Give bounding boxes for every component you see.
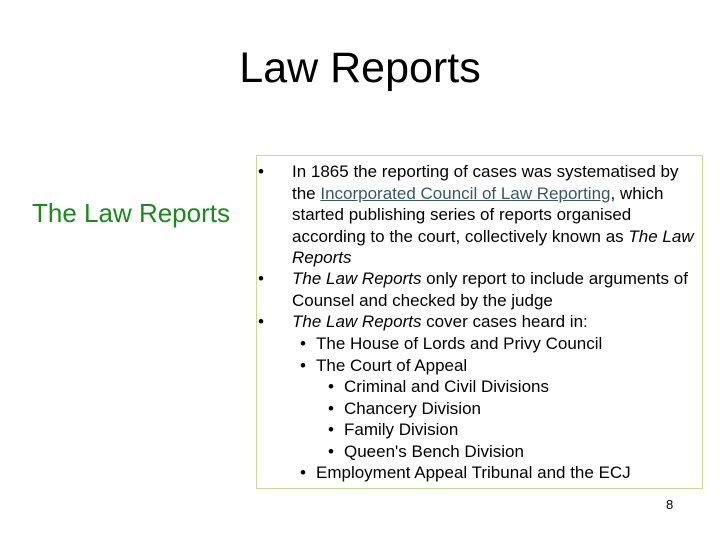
sub-item-text: Queen's Bench Division [344,442,524,461]
sub-item-queens-bench [328,441,524,463]
bullet-dot: • [258,162,264,181]
bullet-dot: • [300,356,306,375]
sub-item-text: Criminal and Civil Divisions [344,377,549,396]
sub-item-text: The Court of Appeal [316,356,468,375]
bullet-dot: • [300,334,306,353]
bullet-1-text-post: , which started publishing series of reports organised according to the court, collectively known as [292,183,664,246]
side-heading: The Law Reports [32,198,230,228]
bullet-dot: • [328,377,334,396]
sub-item-text: The House of Lords and Privy Council [316,334,603,353]
sub-item-house-of-lords [300,333,602,355]
bullet-2-italic: The Law Reports [292,269,422,288]
sub-item-text: Chancery Division [344,399,481,418]
icolr-link[interactable]: Incorporated Council of Law Reporting [320,183,611,203]
page-number: 8 [666,497,674,512]
sub-item-criminal-civil [328,376,549,398]
bullet-3-text: cover cases heard in: [421,312,588,331]
bullet-text-2 [292,268,702,311]
sub-item-employment [300,462,631,484]
bullet-3-italic: The Law Reports [292,312,422,331]
sub-item-chancery [328,398,481,420]
bullet-2-text: only report to include arguments of Counsel and checked by the judge [292,269,688,310]
sub-item-text: Family Division [344,420,459,439]
bullet-dot: • [258,269,264,288]
bullet-dot: • [328,399,334,418]
bullet-dot: • [258,312,264,331]
bullet-dot: • [328,420,334,439]
sub-item-family [328,419,458,441]
bullet-dot: • [328,442,334,461]
sub-item-court-of-appeal [300,355,467,377]
bullet-1-text-pre: In 1865 the reporting of cases was systematised by the [292,162,679,203]
sub-item-text: Employment Appeal Tribunal and the ECJ [316,463,631,482]
bullet-1-italic: The Law Reports [292,226,694,267]
bullet-text-1 [292,161,702,269]
bullet-dot: • [300,463,306,482]
slide-title: Law Reports [239,44,481,92]
bullet-text-3 [292,311,702,333]
